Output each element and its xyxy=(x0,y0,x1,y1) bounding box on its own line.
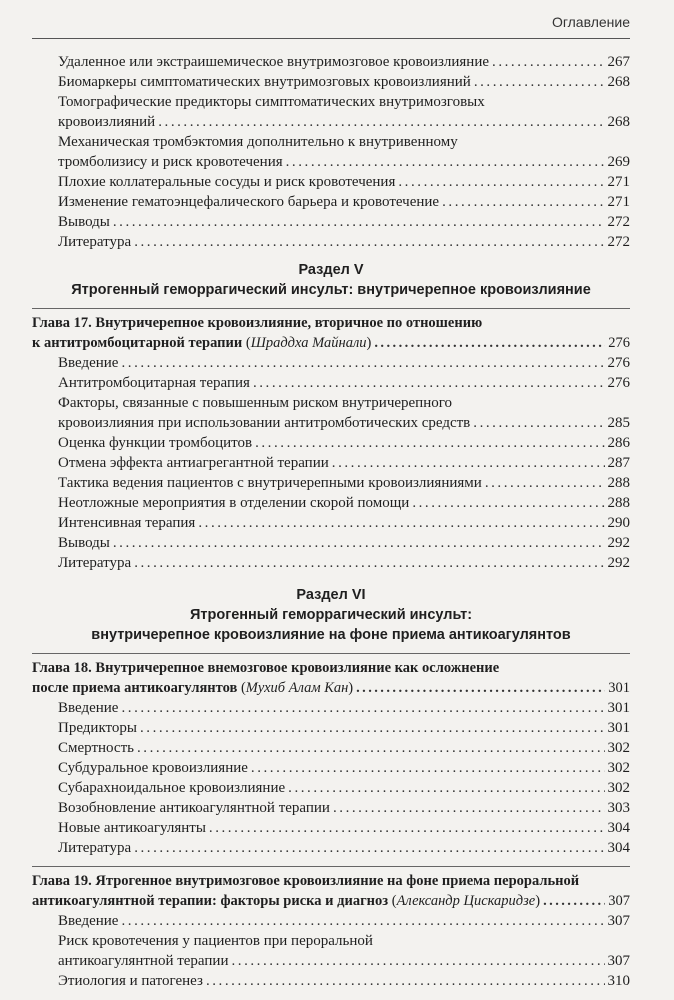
toc-entry-title: Удаленное или экстраишемическое внутримозговое кровоизлияние xyxy=(58,54,490,70)
dot-leader xyxy=(473,413,604,433)
dot-leader xyxy=(374,333,605,353)
toc-entry-title: Оценка функции тромбоцитов xyxy=(58,435,253,451)
dot-leader xyxy=(121,698,604,718)
toc-entry[interactable] xyxy=(32,971,630,991)
toc-entry-title: Плохие коллатеральные сосуды и риск кровотечения xyxy=(58,174,396,190)
page-number: 302 xyxy=(607,760,630,776)
page-number: 287 xyxy=(607,455,630,471)
dot-leader xyxy=(333,798,605,818)
toc-entry-title-line: Факторы, связанные с повышенным риском внутричерепного xyxy=(58,395,453,411)
chapter-17-author: Шраддха Майнали xyxy=(250,335,367,351)
page-number: 276 xyxy=(607,355,630,371)
dot-leader xyxy=(121,353,604,373)
chapter-17-page: 276 xyxy=(608,335,630,351)
dot-leader xyxy=(251,758,605,778)
toc-entry[interactable] xyxy=(32,453,630,473)
divider xyxy=(32,308,630,309)
toc-entry-title: Этиология и патогенез xyxy=(58,973,203,989)
page-number: 286 xyxy=(607,435,630,451)
page-header xyxy=(0,8,674,38)
page-number: 288 xyxy=(607,475,630,491)
toc-entry[interactable] xyxy=(32,838,630,858)
toc-block-continued xyxy=(32,52,630,252)
page-number: 268 xyxy=(607,114,630,130)
chapter-19-title-line2: антикоагулянтной терапии: факторы риска и диагноз xyxy=(32,893,389,909)
chapter-18-author: Мухиб Алам Кан xyxy=(245,680,349,696)
toc-entry[interactable] xyxy=(32,698,630,718)
dot-leader xyxy=(543,891,605,911)
section-6-heading xyxy=(32,585,630,645)
toc-entry[interactable] xyxy=(32,92,630,132)
dot-leader xyxy=(485,473,605,493)
page-number: 301 xyxy=(607,720,630,736)
dot-leader xyxy=(134,553,604,573)
dot-leader xyxy=(442,192,604,212)
toc-entry[interactable] xyxy=(32,493,630,513)
toc-entry[interactable] xyxy=(32,533,630,553)
dot-leader xyxy=(492,52,604,72)
toc-block-chapter-17 xyxy=(32,353,630,573)
page-number: 269 xyxy=(607,154,630,170)
toc-entry[interactable] xyxy=(32,738,630,758)
section-6-title-line1: Ятрогенный геморрагический инсульт: xyxy=(189,607,473,623)
page-number: 267 xyxy=(607,54,630,70)
toc-entry-title: Литература xyxy=(58,840,132,856)
page-number: 292 xyxy=(607,555,630,571)
toc-entry[interactable] xyxy=(32,72,630,92)
toc-entry-title-line: Томографические предикторы симптоматических внутримозговых xyxy=(58,94,485,110)
chapter-17-title-line2: к антитромбоцитарной терапии xyxy=(32,335,243,351)
divider xyxy=(32,653,630,654)
toc-entry[interactable] xyxy=(32,433,630,453)
dot-leader xyxy=(332,453,605,473)
section-5-label: Раздел V xyxy=(298,262,364,278)
toc-entry[interactable] xyxy=(32,373,630,393)
chapter-19-author: Александр Цискаридзе xyxy=(396,893,536,909)
toc-entry[interactable] xyxy=(32,473,630,493)
toc-entry[interactable] xyxy=(32,172,630,192)
section-5-heading xyxy=(32,260,630,300)
dot-leader xyxy=(121,911,604,931)
toc-entry-title: Предикторы xyxy=(58,720,137,736)
toc-entry[interactable] xyxy=(32,798,630,818)
table-of-contents xyxy=(32,52,630,991)
page-number: 288 xyxy=(607,495,630,511)
toc-entry-title: Субдуральное кровоизлияние xyxy=(58,760,248,776)
toc-entry-title: Тактика ведения пациентов с внутричерепными кровоизлияниями xyxy=(58,475,482,491)
chapter-17-title-line1: Глава 17. Внутричерепное кровоизлияние, вторичное по отношению xyxy=(32,315,483,331)
chapter-18-title-line1: Глава 18. Внутричерепное внемозговое кровоизлияние как осложнение xyxy=(32,660,500,676)
dot-leader xyxy=(134,232,604,252)
dot-leader xyxy=(253,373,605,393)
chapter-18-title-line2: после приема антикоагулянтов xyxy=(32,680,238,696)
toc-entry-title: Введение xyxy=(58,355,119,371)
toc-entry-title: Новые антикоагулянты xyxy=(58,820,206,836)
toc-entry-title: Биомаркеры симптоматических внутримозговых кровоизлияний xyxy=(58,74,471,90)
toc-entry[interactable] xyxy=(32,553,630,573)
chapter-18-entry[interactable]: Глава 18. Внутричерепное внемозговое кровоизлияние как осложнение после приема антикоагулянтов (Мухиб Алам Кан) . . . 301 xyxy=(32,658,630,698)
dot-leader xyxy=(412,493,604,513)
page-number: 302 xyxy=(607,780,630,796)
toc-entry[interactable] xyxy=(32,232,630,252)
page-number: 307 xyxy=(607,913,630,929)
toc-entry-title: кровоизлияния при использовании антитромботических средств xyxy=(58,415,471,431)
dot-leader xyxy=(137,738,605,758)
page-number: 307 xyxy=(607,953,630,969)
dot-leader xyxy=(134,838,604,858)
page-number: 304 xyxy=(607,840,630,856)
toc-entry[interactable] xyxy=(32,931,630,971)
dot-leader xyxy=(398,172,604,192)
page-number: 271 xyxy=(607,194,630,210)
dot-leader xyxy=(113,212,605,232)
dot-leader xyxy=(356,678,605,698)
toc-entry-title: антикоагулянтной терапии xyxy=(58,953,229,969)
toc-entry-title: Интенсивная терапия xyxy=(58,515,196,531)
chapter-19-title-line1: Глава 19. Ятрогенное внутримозговое кровоизлияние на фоне приема пероральной xyxy=(32,873,580,889)
toc-entry-title: кровоизлияний xyxy=(58,114,156,130)
toc-entry-title: тромболизису и риск кровотечения xyxy=(58,154,283,170)
toc-entry-title: Литература xyxy=(58,234,132,250)
page-number: 268 xyxy=(607,74,630,90)
toc-entry-title: Отмена эффекта антиагрегантной терапии xyxy=(58,455,329,471)
dot-leader xyxy=(474,72,605,92)
toc-entry[interactable] xyxy=(32,52,630,72)
toc-block-chapter-18 xyxy=(32,698,630,858)
page-number: 272 xyxy=(607,234,630,250)
page-number: 285 xyxy=(607,415,630,431)
toc-entry-title: Неотложные мероприятия в отделении скорой помощи xyxy=(58,495,410,511)
divider xyxy=(32,866,630,867)
toc-entry-title: Выводы xyxy=(58,214,110,230)
section-6-title-line2: внутричерепное кровоизлияние на фоне приема антикоагулянтов xyxy=(91,627,571,643)
toc-entry-title: Введение xyxy=(58,913,119,929)
page-number: 303 xyxy=(607,800,630,816)
toc-block-chapter-19 xyxy=(32,911,630,991)
dot-leader xyxy=(209,818,605,838)
page-number: 292 xyxy=(607,535,630,551)
page-number: 304 xyxy=(607,820,630,836)
toc-entry-title: Изменение гематоэнцефалического барьера и кровотечение xyxy=(58,194,440,210)
header-rule xyxy=(32,38,630,39)
page-number: 272 xyxy=(607,214,630,230)
chapter-19-entry[interactable]: Глава 19. Ятрогенное внутримозговое кровоизлияние на фоне приема пероральной антикоагулянтной терапии: факторы риска и диагноз (Александр Цискаридзе) . . . 307 xyxy=(32,871,630,911)
dot-leader xyxy=(158,112,604,132)
toc-entry[interactable] xyxy=(32,718,630,738)
dot-leader xyxy=(206,971,605,991)
toc-entry[interactable] xyxy=(32,353,630,373)
toc-entry-title: Литература xyxy=(58,555,132,571)
page-number: 290 xyxy=(607,515,630,531)
toc-entry[interactable] xyxy=(32,778,630,798)
section-5-title: Ятрогенный геморрагический инсульт: внутричерепное кровоизлияние xyxy=(71,282,591,298)
page-number: 301 xyxy=(607,700,630,716)
page-number: 310 xyxy=(607,973,630,989)
toc-entry-title-line: Механическая тромбэктомия дополнительно к внутривенному xyxy=(58,134,458,150)
dot-leader xyxy=(255,433,604,453)
toc-entry-title: Антитромбоцитарная терапия xyxy=(58,375,250,391)
dot-leader xyxy=(231,951,604,971)
toc-entry[interactable] xyxy=(32,513,630,533)
toc-entry[interactable] xyxy=(32,758,630,778)
toc-entry-title-line: Риск кровотечения у пациентов при пероральной xyxy=(58,933,373,949)
dot-leader xyxy=(140,718,605,738)
toc-entry-title: Выводы xyxy=(58,535,110,551)
dot-leader xyxy=(288,778,604,798)
page-number: 302 xyxy=(607,740,630,756)
page-number: 276 xyxy=(607,375,630,391)
running-title: Оглавление xyxy=(551,14,630,30)
toc-entry[interactable] xyxy=(32,911,630,931)
toc-entry-title: Смертность xyxy=(58,740,134,756)
section-6-label: Раздел VI xyxy=(296,587,366,603)
page-number: 271 xyxy=(607,174,630,190)
toc-entry-title: Введение xyxy=(58,700,119,716)
toc-entry[interactable] xyxy=(32,818,630,838)
dot-leader xyxy=(113,533,605,553)
chapter-17-entry[interactable]: Глава 17. Внутричерепное кровоизлияние, вторичное по отношению к антитромбоцитарной терапии (Шраддха Майнали) . . . 276 xyxy=(32,313,630,353)
chapter-19-page: 307 xyxy=(608,893,630,909)
dot-leader xyxy=(286,152,605,172)
toc-entry[interactable] xyxy=(32,212,630,232)
toc-entry[interactable] xyxy=(32,393,630,433)
chapter-18-page: 301 xyxy=(608,680,630,696)
toc-entry-title: Субарахноидальное кровоизлияние xyxy=(58,780,286,796)
toc-entry[interactable] xyxy=(32,132,630,172)
toc-entry[interactable] xyxy=(32,192,630,212)
dot-leader xyxy=(198,513,604,533)
toc-entry-title: Возобновление антикоагулянтной терапии xyxy=(58,800,330,816)
